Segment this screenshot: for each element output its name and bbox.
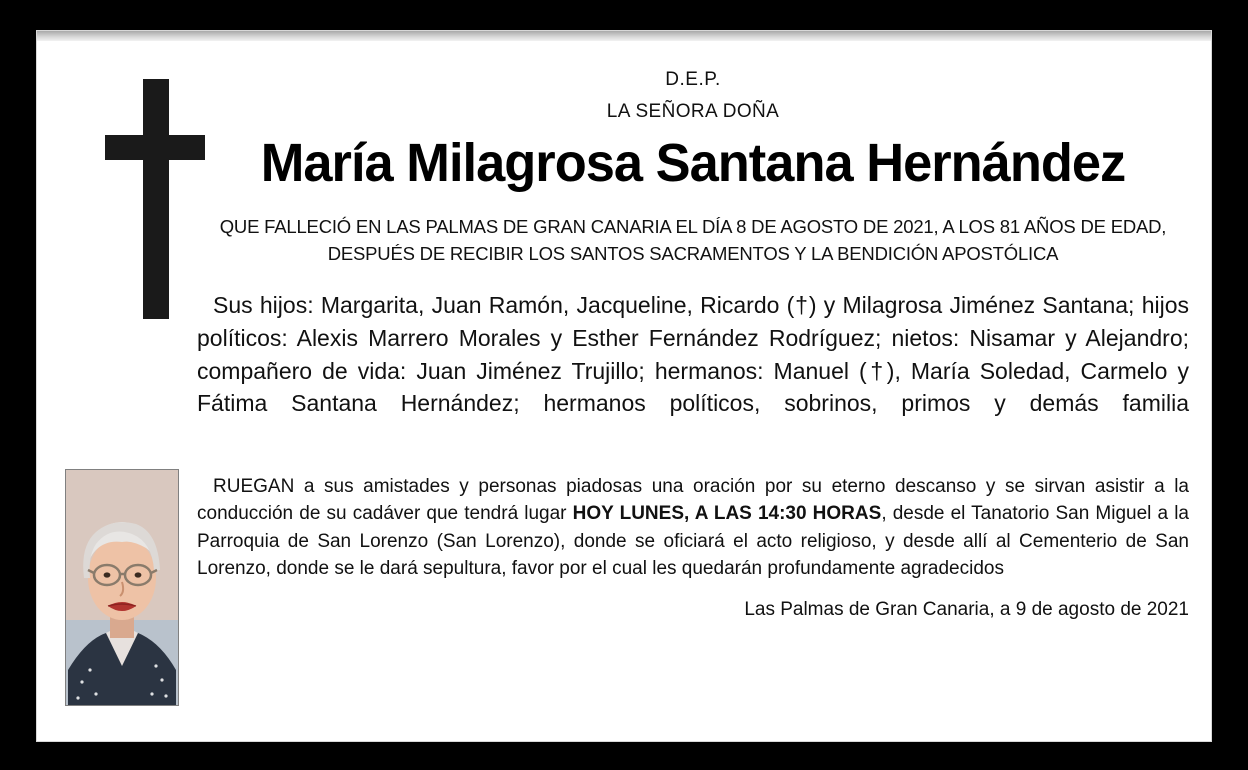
cross-vertical-bar — [143, 79, 169, 319]
deceased-portrait-photo — [65, 469, 179, 706]
deceased-name: María Milagrosa Santana Hernández — [260, 133, 1126, 193]
family-list: Sus hijos: Margarita, Juan Ramón, Jacqueline, Ricardo (†) y Milagrosa Jiménez Santana; hijos políticos: Alexis Marrero Morales y Esther Fernández Rodríguez; nietos: Nisamar y Alejandro; compañero de vida: Juan Jiménez Trujillo; hermanos: Manuel (†), María Soledad, Carmelo y Fátima Santana Hernández; hermanos políticos, sobrinos, primos y demás familia — [197, 292, 1189, 417]
funeral-time-highlight: HOY LUNES, A LAS 14:30 HORAS — [572, 503, 882, 525]
cross-icon — [105, 79, 205, 319]
obituary-text-block — [197, 69, 1189, 621]
card-inner — [37, 41, 1211, 741]
portrait-illustration — [66, 470, 178, 705]
request-text-part1: RUEGAN a sus amistades y personas piadosas una oración por su eterno descanso y se sirvan asistir a la conducción de su cadáver que tendrá lugar — [197, 475, 1189, 525]
obituary-card — [36, 30, 1212, 742]
funeral-request — [197, 473, 1189, 583]
honorific-label: LA SEÑORA DOÑA — [606, 101, 780, 122]
cross-horizontal-bar — [105, 135, 205, 160]
top-gradient-strip — [37, 31, 1211, 41]
request-text-part2: , desde el Tanatorio San Miguel a la Parroquia de San Lorenzo (San Lorenzo), donde se oficiará el acto religioso, y desde allí al Cementerio de San Lorenzo, donde se le dará sepultura, favor por el cual les quedarán profundamente agradecidos — [197, 503, 1189, 580]
dep-label: D.E.P. — [665, 69, 721, 90]
death-details: QUE FALLECIÓ EN LAS PALMAS DE GRAN CANARIA EL DÍA 8 DE AGOSTO DE 2021, A LOS 81 AÑOS DE EDAD, DESPUÉS DE RECIBIR LOS SANTOS SACRAMENTOS Y LA BENDICIÓN APOSTÓLICA — [219, 215, 1167, 264]
place-and-date: Las Palmas de Gran Canaria, a 9 de agosto de 2021 — [744, 598, 1189, 620]
